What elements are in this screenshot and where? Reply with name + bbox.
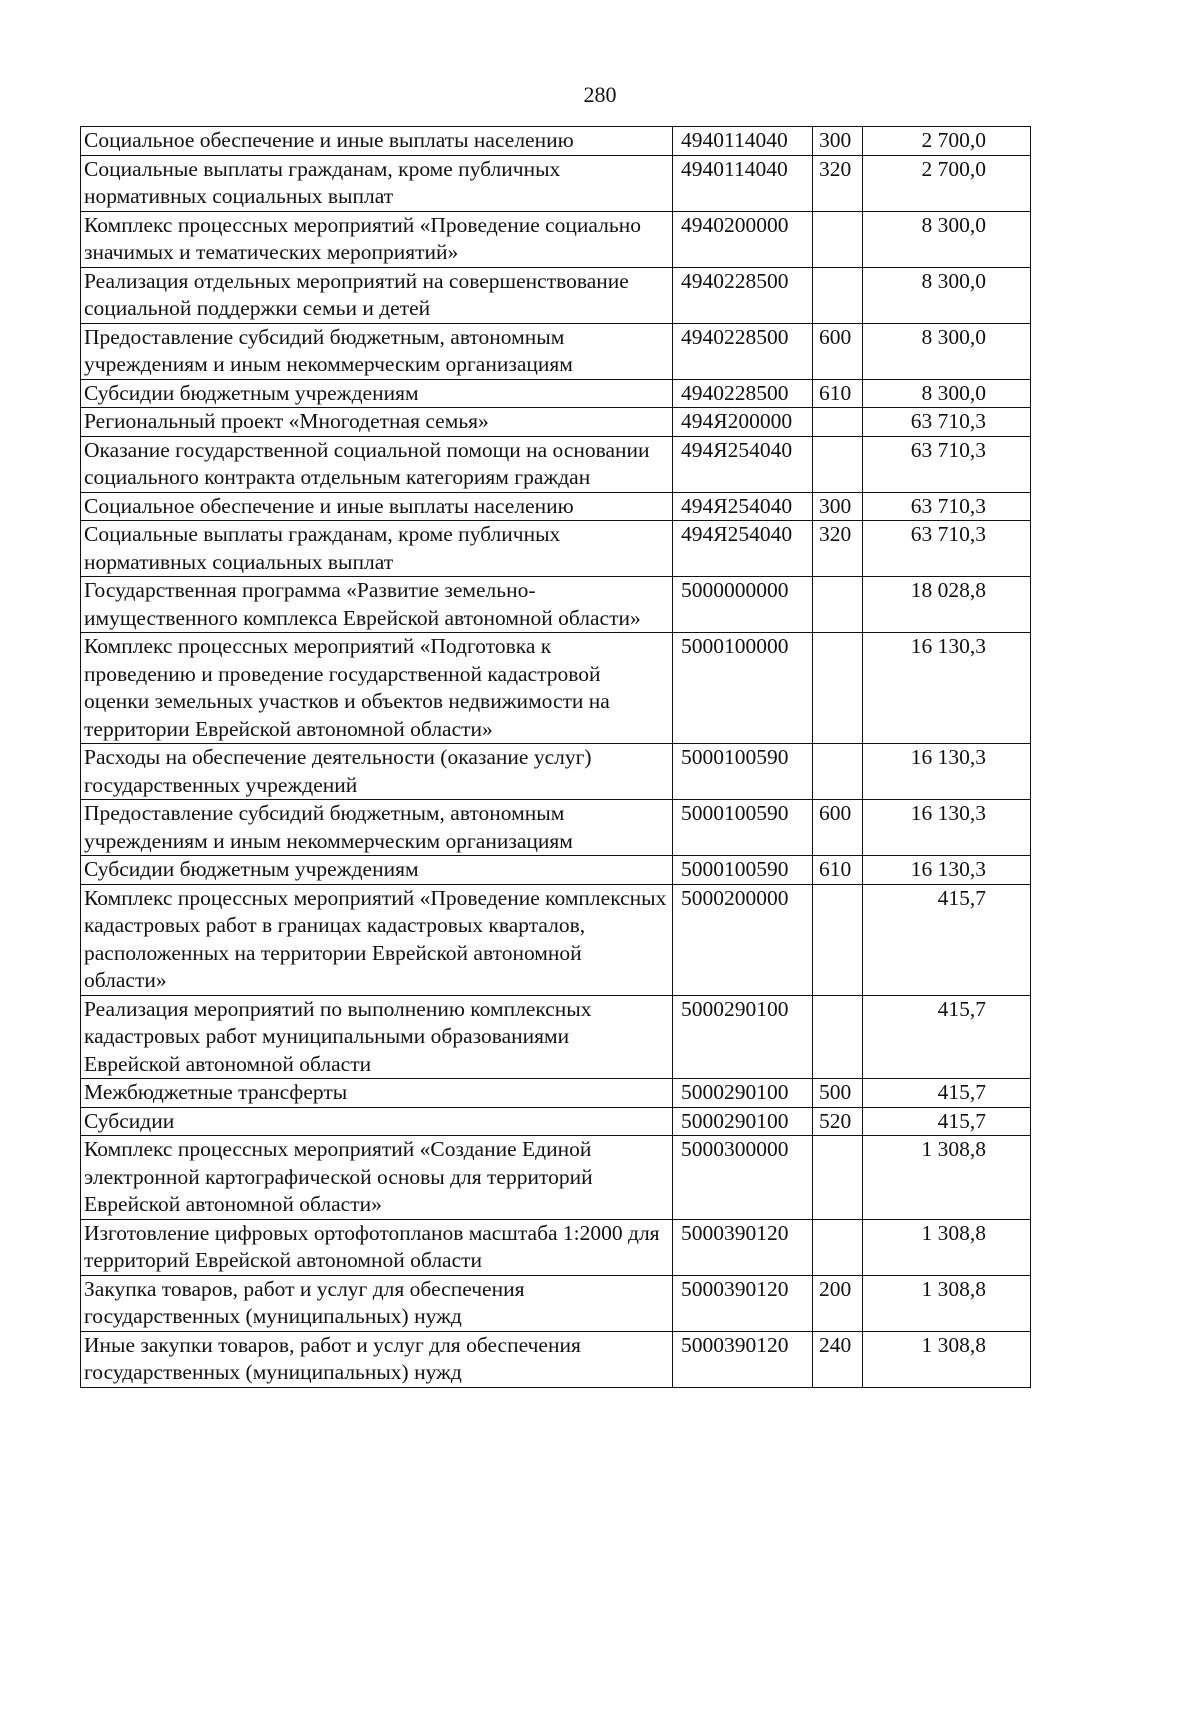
target-article-code-cell: 4940228500 (673, 267, 813, 323)
amount-cell: 2 700,0 (863, 127, 1031, 156)
expense-name-cell: Социальное обеспечение и иные выплаты населению (81, 127, 673, 156)
target-article-code-cell: 494Я254040 (673, 492, 813, 521)
table-row (81, 1219, 1031, 1275)
amount-cell: 1 308,8 (863, 1275, 1031, 1331)
table-row (81, 577, 1031, 633)
expense-name-cell: Субсидии (81, 1107, 673, 1136)
expense-type-code-cell: 320 (813, 155, 863, 211)
expense-type-code-cell: 300 (813, 492, 863, 521)
amount-cell: 63 710,3 (863, 436, 1031, 492)
table-row (81, 1331, 1031, 1387)
amount-cell: 16 130,3 (863, 856, 1031, 885)
target-article-code-cell: 494Я254040 (673, 436, 813, 492)
budget-table-body (81, 127, 1031, 1388)
amount-cell: 16 130,3 (863, 800, 1031, 856)
expense-name-cell: Закупка товаров, работ и услуг для обеспечения государственных (муниципальных) нужд (81, 1275, 673, 1331)
table-row (81, 1275, 1031, 1331)
amount-cell: 415,7 (863, 1107, 1031, 1136)
expense-type-code-cell (813, 633, 863, 744)
target-article-code-cell: 5000390120 (673, 1219, 813, 1275)
target-article-code-cell: 5000100000 (673, 633, 813, 744)
amount-cell: 63 710,3 (863, 408, 1031, 437)
target-article-code-cell: 5000290100 (673, 1107, 813, 1136)
table-row (81, 633, 1031, 744)
target-article-code-cell: 5000100590 (673, 800, 813, 856)
expense-type-code-cell: 610 (813, 856, 863, 885)
amount-cell: 18 028,8 (863, 577, 1031, 633)
table-row (81, 379, 1031, 408)
expense-type-code-cell (813, 744, 863, 800)
expense-name-cell: Социальные выплаты гражданам, кроме публичных нормативных социальных выплат (81, 521, 673, 577)
target-article-code-cell: 5000000000 (673, 577, 813, 633)
amount-cell: 1 308,8 (863, 1136, 1031, 1220)
expense-type-code-cell: 200 (813, 1275, 863, 1331)
target-article-code-cell: 5000390120 (673, 1275, 813, 1331)
amount-cell: 415,7 (863, 1079, 1031, 1108)
expense-type-code-cell (813, 211, 863, 267)
amount-cell: 16 130,3 (863, 633, 1031, 744)
expense-type-code-cell (813, 995, 863, 1079)
expense-name-cell: Комплекс процессных мероприятий «Проведение комплексных кадастровых работ в границах кадастровых кварталов, расположенных на территории Еврейской автономной области» (81, 884, 673, 995)
expense-name-cell: Реализация отдельных мероприятий на совершенствование социальной поддержки семьи и детей (81, 267, 673, 323)
expense-name-cell: Предоставление субсидий бюджетным, автономным учреждениям и иным некоммерческим организациям (81, 800, 673, 856)
expense-type-code-cell (813, 884, 863, 995)
amount-cell: 8 300,0 (863, 267, 1031, 323)
amount-cell: 2 700,0 (863, 155, 1031, 211)
expense-type-code-cell (813, 577, 863, 633)
amount-cell: 415,7 (863, 995, 1031, 1079)
table-row (81, 211, 1031, 267)
expense-name-cell: Комплекс процессных мероприятий «Создание Единой электронной картографической основы для территорий Еврейской автономной области» (81, 1136, 673, 1220)
expense-type-code-cell: 320 (813, 521, 863, 577)
amount-cell: 8 300,0 (863, 379, 1031, 408)
expense-name-cell: Изготовление цифровых ортофотопланов масштаба 1:2000 для территорий Еврейской автономной области (81, 1219, 673, 1275)
table-row (81, 492, 1031, 521)
table-row (81, 127, 1031, 156)
expense-name-cell: Субсидии бюджетным учреждениям (81, 379, 673, 408)
expense-name-cell: Социальные выплаты гражданам, кроме публичных нормативных социальных выплат (81, 155, 673, 211)
amount-cell: 1 308,8 (863, 1331, 1031, 1387)
amount-cell: 63 710,3 (863, 492, 1031, 521)
expense-name-cell: Реализация мероприятий по выполнению комплексных кадастровых работ муниципальными образованиями Еврейской автономной области (81, 995, 673, 1079)
table-row (81, 155, 1031, 211)
expense-type-code-cell (813, 408, 863, 437)
table-row (81, 1079, 1031, 1108)
target-article-code-cell: 4940228500 (673, 323, 813, 379)
table-row (81, 408, 1031, 437)
table-row (81, 1136, 1031, 1220)
expense-type-code-cell: 300 (813, 127, 863, 156)
target-article-code-cell: 5000200000 (673, 884, 813, 995)
expense-type-code-cell: 520 (813, 1107, 863, 1136)
expense-type-code-cell (813, 1136, 863, 1220)
amount-cell: 1 308,8 (863, 1219, 1031, 1275)
target-article-code-cell: 5000290100 (673, 995, 813, 1079)
target-article-code-cell: 4940200000 (673, 211, 813, 267)
expense-type-code-cell: 610 (813, 379, 863, 408)
expense-name-cell: Предоставление субсидий бюджетным, автономным учреждениям и иным некоммерческим организациям (81, 323, 673, 379)
expense-type-code-cell: 240 (813, 1331, 863, 1387)
budget-table (80, 126, 1031, 1388)
table-row (81, 323, 1031, 379)
expense-name-cell: Оказание государственной социальной помощи на основании социального контракта отдельным категориям граждан (81, 436, 673, 492)
expense-name-cell: Региональный проект «Многодетная семья» (81, 408, 673, 437)
expense-name-cell: Комплекс процессных мероприятий «Проведение социально значимых и тематических мероприятий» (81, 211, 673, 267)
expense-type-code-cell: 500 (813, 1079, 863, 1108)
expense-name-cell: Расходы на обеспечение деятельности (оказание услуг) государственных учреждений (81, 744, 673, 800)
expense-name-cell: Государственная программа «Развитие земельно-имущественного комплекса Еврейской автономной области» (81, 577, 673, 633)
target-article-code-cell: 5000390120 (673, 1331, 813, 1387)
target-article-code-cell: 4940114040 (673, 127, 813, 156)
expense-name-cell: Иные закупки товаров, работ и услуг для обеспечения государственных (муниципальных) нужд (81, 1331, 673, 1387)
amount-cell: 415,7 (863, 884, 1031, 995)
expense-name-cell: Социальное обеспечение и иные выплаты населению (81, 492, 673, 521)
target-article-code-cell: 4940228500 (673, 379, 813, 408)
target-article-code-cell: 5000290100 (673, 1079, 813, 1108)
table-row (81, 884, 1031, 995)
table-row (81, 436, 1031, 492)
table-row (81, 267, 1031, 323)
table-row (81, 744, 1031, 800)
expense-type-code-cell (813, 267, 863, 323)
target-article-code-cell: 5000100590 (673, 744, 813, 800)
target-article-code-cell: 5000300000 (673, 1136, 813, 1220)
table-row (81, 1107, 1031, 1136)
amount-cell: 63 710,3 (863, 521, 1031, 577)
expense-type-code-cell (813, 436, 863, 492)
page-number: 280 (583, 82, 617, 107)
expense-type-code-cell: 600 (813, 323, 863, 379)
amount-cell: 16 130,3 (863, 744, 1031, 800)
expense-type-code-cell (813, 1219, 863, 1275)
table-row (81, 995, 1031, 1079)
table-row (81, 800, 1031, 856)
expense-type-code-cell: 600 (813, 800, 863, 856)
table-row (81, 856, 1031, 885)
budget-table-container (80, 126, 1030, 1388)
target-article-code-cell: 494Я200000 (673, 408, 813, 437)
expense-name-cell: Субсидии бюджетным учреждениям (81, 856, 673, 885)
table-row (81, 521, 1031, 577)
expense-name-cell: Межбюджетные трансферты (81, 1079, 673, 1108)
amount-cell: 8 300,0 (863, 323, 1031, 379)
target-article-code-cell: 4940114040 (673, 155, 813, 211)
target-article-code-cell: 5000100590 (673, 856, 813, 885)
target-article-code-cell: 494Я254040 (673, 521, 813, 577)
amount-cell: 8 300,0 (863, 211, 1031, 267)
expense-name-cell: Комплекс процессных мероприятий «Подготовка к проведению и проведение государственной кадастровой оценки земельных участков и объектов недвижимости на территории Еврейской автономной области» (81, 633, 673, 744)
